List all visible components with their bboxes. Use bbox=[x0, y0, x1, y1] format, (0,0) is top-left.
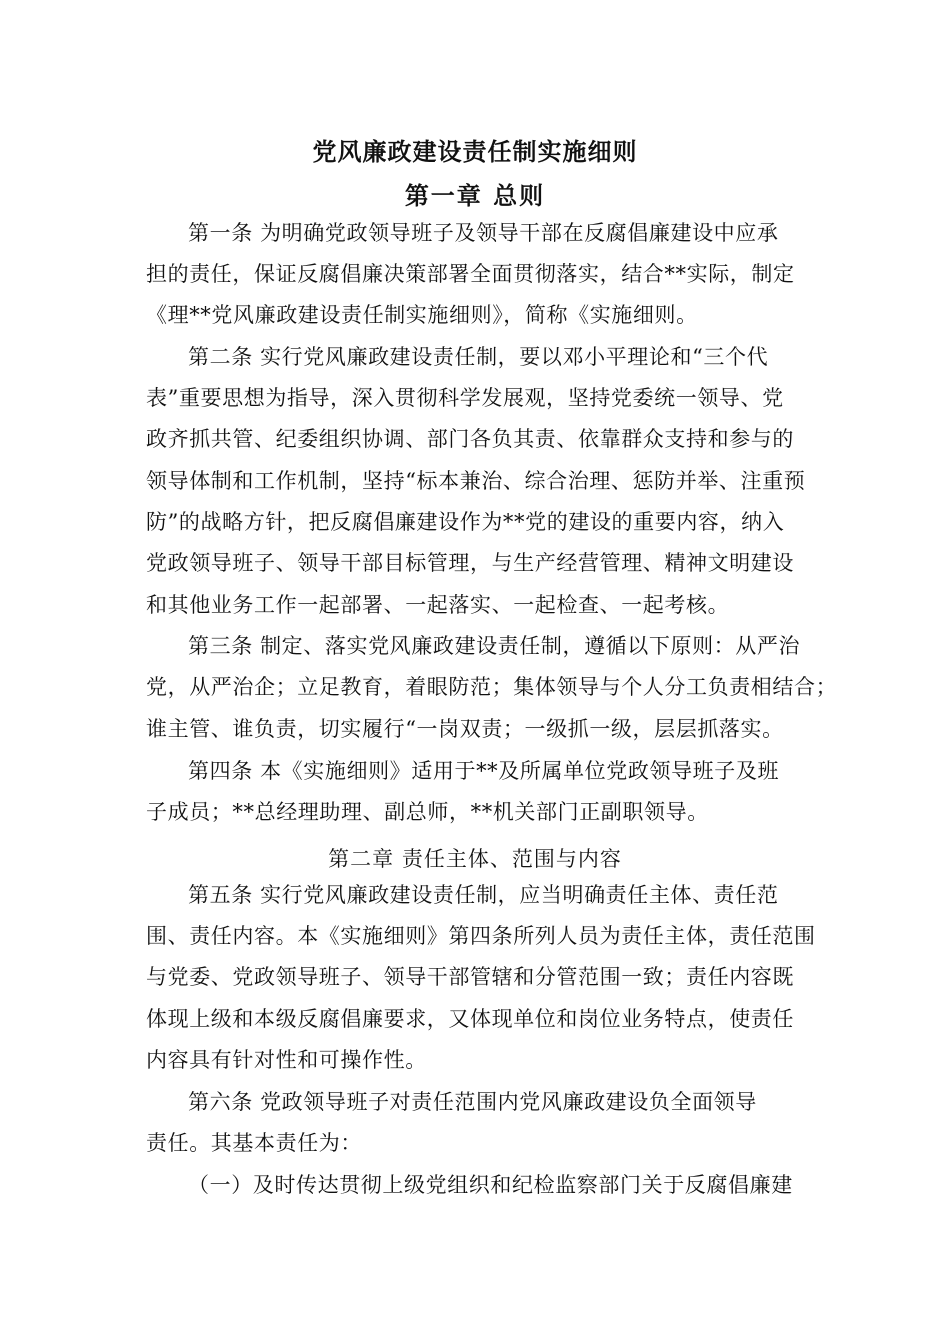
text-line: 第五条 实行党风廉政建设责任制，应当明确责任主体、责任范 bbox=[188, 883, 779, 907]
text-line: 表”重要思想为指导，深入贯彻科学发展观，坚持党委统一领导、党 bbox=[146, 386, 784, 410]
text-line: 第二条 实行党风廉政建设责任制，要以邓小平理论和“三个代 bbox=[188, 345, 769, 369]
text-line: 第六条 党政领导班子对责任范围内党风廉政建设负全面领导 bbox=[188, 1090, 757, 1114]
chapter-heading-1: 第一章 总则 bbox=[404, 181, 546, 210]
text-line: 领导体制和工作机制，坚持“标本兼治、综合治理、惩防并举、注重预 bbox=[146, 469, 806, 493]
text-line: 体现上级和本级反腐倡廉要求，又体现单位和岗位业务特点，使责任 bbox=[146, 1007, 794, 1031]
text-line: 第三条 制定、落实党风廉政建设责任制，遵循以下原则：从严治 bbox=[188, 634, 801, 658]
text-line: 内容具有针对性和可操作性。 bbox=[146, 1048, 427, 1072]
text-line: 防”的战略方针，把反腐倡廉建设作为**党的建设的重要内容，纳入 bbox=[146, 510, 785, 534]
chapter-heading-2: 第二章 责任主体、范围与内容 bbox=[328, 847, 622, 871]
text-line: 党，从严治企；立足教育，着眼防范；集体领导与个人分工负责相结合； bbox=[146, 675, 838, 699]
text-line: 党政领导班子、领导干部目标管理，与生产经营管理、精神文明建设 bbox=[146, 551, 794, 575]
text-line: 第四条 本《实施细则》适用于**及所属单位党政领导班子及班 bbox=[188, 759, 780, 783]
text-line: 《理**党风廉政建设责任制实施细则》，简称《实施细则。 bbox=[146, 303, 698, 327]
text-line: （一）及时传达贯彻上级党组织和纪检监察部门关于反腐倡廉建 bbox=[188, 1173, 793, 1197]
text-line: 和其他业务工作一起部署、一起落实、一起检查、一起考核。 bbox=[146, 593, 730, 617]
document-title: 党风廉政建设责任制实施细则 bbox=[312, 137, 638, 166]
text-line: 与党委、党政领导班子、领导干部管辖和分管范围一致；责任内容既 bbox=[146, 965, 794, 989]
text-line: 政齐抓共管、纪委组织协调、部门各负其责、依靠群众支持和参与的 bbox=[146, 427, 794, 451]
text-line: 围、责任内容。本《实施细则》第四条所列人员为责任主体，责任范围 bbox=[146, 924, 816, 948]
text-line: 责任。其基本责任为： bbox=[146, 1131, 362, 1155]
text-line: 担的责任，保证反腐倡廉决策部署全面贯彻落实，结合**实际，制定 bbox=[146, 262, 795, 286]
text-line: 子成员；**总经理助理、副总师，**机关部门正副职领导。 bbox=[146, 800, 709, 824]
text-line: 谁主管、谁负责，切实履行“一岗双责；一级抓一级，层层抓落实。 bbox=[146, 717, 784, 741]
text-line: 第一条 为明确党政领导班子及领导干部在反腐倡廉建设中应承 bbox=[188, 221, 779, 245]
